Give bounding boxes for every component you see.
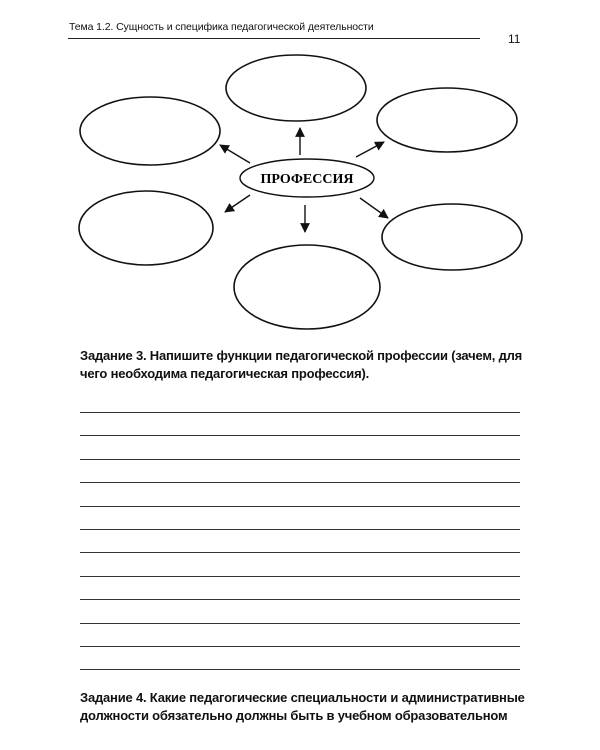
ellipse-upper-right[interactable] (377, 88, 517, 152)
ellipse-bottom[interactable] (234, 245, 380, 329)
center-label: ПРОФЕССИЯ (260, 172, 354, 187)
ellipse-lower-right[interactable] (382, 204, 522, 270)
answer-lines (80, 412, 520, 670)
page-number: 11 (508, 32, 521, 46)
answer-line[interactable] (80, 600, 520, 623)
arrow-to-upper-left (220, 145, 250, 163)
answer-line[interactable] (80, 507, 520, 530)
answer-line[interactable] (80, 624, 520, 647)
ellipse-lower-left[interactable] (79, 191, 213, 265)
arrow-to-lower-right (360, 198, 388, 218)
ellipse-top[interactable] (226, 55, 366, 121)
task-3-prompt: Задание 3. Напишите функции педагогической профессии (зачем, для чего необходима педагогическая профессия). (80, 348, 523, 381)
header-title: Тема 1.2. Сущность и специфика педагогической деятельности (69, 21, 374, 33)
answer-line[interactable] (80, 436, 520, 459)
answer-line[interactable] (80, 413, 520, 436)
answer-line[interactable] (80, 483, 520, 506)
profession-diagram (0, 0, 600, 340)
ellipse-upper-left[interactable] (80, 97, 220, 165)
answer-line[interactable] (80, 553, 520, 576)
arrow-to-lower-left (225, 195, 250, 212)
task-4-prompt: Задание 4. Какие педагогические специальности и административные должности обязательно должны быть в учебном образовательном (80, 690, 525, 723)
answer-line[interactable] (80, 577, 520, 600)
answer-line[interactable] (80, 647, 520, 670)
answer-line[interactable] (80, 460, 520, 483)
arrow-to-upper-right (356, 142, 384, 157)
answer-line[interactable] (80, 530, 520, 553)
